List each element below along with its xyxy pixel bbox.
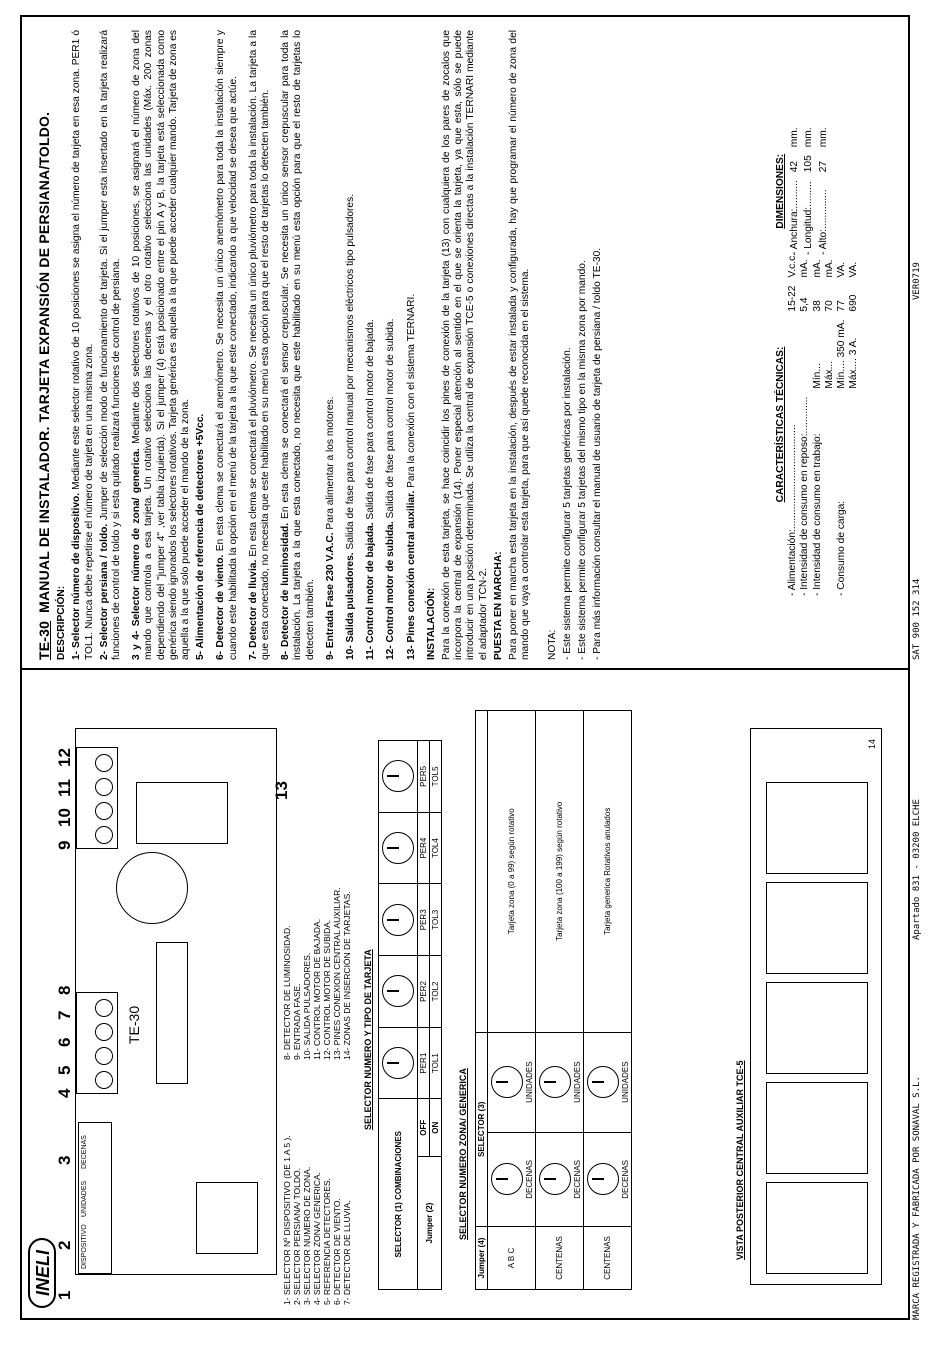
note-item: - Para más información consultar el manual de usuario de tarjeta de persiana / toldo TE-30. — [592, 247, 604, 660]
spec-row — [799, 249, 811, 600]
spec-sub: Máx... — [823, 360, 835, 389]
item-heading: 3 y 4- Selector número de zona/ generica. — [131, 448, 143, 660]
spec-label — [824, 393, 836, 600]
item-text: En esta clema se conectará el anemómetro. Se necesita un único anemómetro para toda la instalación siempre y cuando este habilitada la opción en el menú de la tarjeta a la que este conectado, indicando a que velocidad se desea que actúe. — [215, 30, 239, 660]
zone-desc: Tarjeta zona (100 a 199) según rotativo — [536, 711, 584, 1033]
pin-number: 2 — [55, 1240, 74, 1250]
pin-number: 1 — [55, 1290, 74, 1300]
dial-cell — [379, 956, 418, 1028]
spec-unit: VA. — [836, 261, 848, 278]
desc-item — [215, 30, 239, 660]
rotary-dial-icon — [587, 1163, 619, 1195]
terminal-block-detectors — [76, 992, 118, 1094]
dim-row — [803, 124, 815, 258]
dim-row — [818, 124, 830, 258]
relay-icon — [136, 782, 228, 844]
aux-pointer-label: 14 — [867, 738, 877, 749]
column-divider — [20, 668, 910, 670]
screw-icon — [95, 999, 113, 1017]
zone-desc: Tarjeta zona (0 a 99) según rotativo — [488, 711, 536, 1033]
selector-label: UNIDADES — [81, 1180, 88, 1217]
desc-item — [406, 30, 418, 660]
selector-header: SELECTOR (1) COMBINACIONES — [379, 1099, 418, 1290]
section-heading: PUESTA EN MARCHA: — [492, 551, 504, 660]
item-heading: 13- Pines conexión central auxiliar. — [405, 490, 417, 660]
screw-icon — [95, 1071, 113, 1089]
spec-value: 15-22 — [787, 285, 799, 312]
title-text: MANUAL DE INSTALADOR. TARJETA EXPANSIÓN DE PERSIANA/TOLDO. — [36, 111, 52, 613]
screw-icon — [95, 1023, 113, 1041]
item-heading: 2- Selector persiana / toldo. — [98, 523, 110, 660]
zone-left-label: DECENAS — [573, 1160, 582, 1199]
dial-cell — [379, 741, 418, 813]
screw-icon — [95, 1047, 113, 1065]
per-cell: PER5 — [418, 741, 430, 813]
spec-value: 38 — [811, 300, 823, 312]
pin-number: 13 — [272, 781, 291, 800]
section-text: Para la conexión de esta tarjeta, se hace coincidir los pines de conexión de la tarjeta (13) con cualquiera de los pares de zocalos que incorpora la central de expansión (14). Poner especial atención al sentido en el que se orienta la tarjeta, ya que esta, sólo se puede introducir en una posición determinada. Se utiliza la central de expansión TCE-5 o conexiones directas a la instalación TERNARI mediante el adaptador TCN-2. — [441, 30, 489, 660]
spec-row — [824, 249, 836, 600]
desc-item — [280, 30, 317, 660]
dim-unit: mm. — [803, 127, 815, 148]
legend-item: 11- CONTROL MOTOR DE BAJADA. — [312, 918, 322, 1060]
specs-title: CARACTERÍSTICAS TÉCNICAS: — [775, 346, 786, 503]
item-heading: 9- Entrada Fase 230 V.A.C. — [324, 532, 336, 660]
zone-jumper: A B C — [488, 1227, 536, 1290]
screw-icon — [95, 826, 113, 844]
legend-item: 6- DETECTOR DE VIENTO. — [332, 1198, 342, 1305]
desc-item — [195, 30, 207, 660]
rotary-dial-icon — [382, 904, 414, 936]
legend-item: 7- DETECTOR DE LLUVIA. — [342, 1200, 352, 1305]
pin-number: 9 — [55, 840, 74, 850]
spec-label: - Intensidad de consumo en reposo:............. — [799, 396, 811, 596]
pin-number: 8 — [55, 985, 74, 995]
rotary-dial-icon — [491, 1066, 523, 1098]
dim-label: - Alto:.............. — [817, 189, 829, 255]
legend-item: 1- SELECTOR Nº DISPOSITIVO (DE 1 A 5 ). — [282, 1135, 292, 1305]
board-label: TE-30 — [126, 1005, 142, 1044]
legend-item: 4- SELECTOR ZONA/ GENERICA. — [312, 1171, 322, 1305]
note-item: - Este sistema permite configurar 5 tarjetas del mismo tipo en la misma zona por mando. — [576, 260, 588, 660]
zone-col-jumper: Jumper (4) — [476, 1227, 488, 1290]
per-cell: PER1 — [418, 1027, 430, 1099]
pin-number: 4 — [55, 1088, 74, 1098]
rotary-dial-icon — [491, 1163, 523, 1195]
tol-cell: TOL4 — [430, 812, 442, 884]
spec-label: - Consumo de carga: — [836, 500, 848, 596]
pin-number: 10 — [55, 808, 74, 827]
technical-specs — [775, 249, 860, 600]
item-heading: 12- Control motor de subida. — [385, 521, 397, 660]
legend-list-left — [282, 1135, 352, 1305]
item-text: Salida de fase para control motor de bajada. — [365, 319, 377, 523]
tol-cell: TOL5 — [430, 741, 442, 813]
aux-title: VISTA POSTERIOR CENTRAL AUXILIAR TCE-5 — [735, 1060, 745, 1260]
spec-row — [848, 249, 860, 600]
spec-value: 690 — [848, 294, 860, 312]
item-heading: 6- Detector de viento. — [215, 554, 227, 660]
zone-table — [475, 710, 632, 1290]
item-heading: 1- Selector número de dispositivo. — [71, 492, 83, 660]
selector-label: DECENAS — [81, 1135, 88, 1169]
legend-item: 14- ZONAS DE INSERCIÓN DE TARJETAS. — [342, 891, 352, 1060]
dim-value: 42 — [789, 160, 801, 173]
desc-item — [325, 30, 337, 660]
specs-table — [787, 249, 860, 600]
ic-chip — [156, 942, 188, 1084]
selector-table-title: SELECTOR NUMERO Y TIPO DE TARJETA — [363, 949, 373, 1130]
dim-unit: mm. — [817, 127, 829, 148]
dial-cell — [379, 884, 418, 956]
rotary-dial-icon — [382, 1047, 414, 1079]
per-cell: PER3 — [418, 884, 430, 956]
spec-label — [848, 393, 860, 600]
model-code: TE-30 — [36, 620, 52, 660]
dial-cell — [379, 812, 418, 884]
spec-value: 70 — [823, 300, 835, 312]
item-text: En esta clema se conectará el sensor crepuscular. Se necesita un único sensor crepuscular para toda la instalación. La tarjeta a la que esta conectado, no necesita que este habilitado en su menú esta opción para que el resto de tarjetas lo detecten también. — [280, 30, 316, 660]
pin-number: 5 — [55, 1065, 74, 1075]
legend-item: 12- CONTROL MOTOR DE SUBIDA. — [322, 919, 332, 1060]
zone-left-label: DECENAS — [621, 1160, 630, 1199]
item-text: Salida de fase para control manual por mecanismos eléctricos tipo pulsadores. — [345, 193, 357, 553]
zone-right-label: UNIDADES — [525, 1061, 534, 1103]
per-cell: PER4 — [418, 812, 430, 884]
pin-number: 7 — [55, 1010, 74, 1020]
page-title — [38, 30, 50, 660]
spec-label: - Intensidad de consumo en trabajo: — [811, 433, 823, 596]
legend-item: 3- SELECTOR NUMERO DE ZONA. — [302, 1166, 312, 1305]
spec-value: 5,4 — [799, 297, 811, 312]
item-text: Mediante dos selectores rotativos de 10 posiciones, se asignará el número de zona del mando que controla a esa tarjeta. Un rotativo selecciona las decenas y el otro rotativo selecciona las unidades (Máx. 200 zonas dependiendo del "jumper 4" ,ver tabla izquierda). Si el jumper (4) está posicionado entre el pin A y B, la tarjeta está seleccionada como genérica siendo ignorados los selectores rotativos. Tarjeta genérica es aquella a la que puede acceder cualquier mando. Tarjeta de zona es aquella a la que solo puede acceder el mando de la zona. — [131, 30, 192, 660]
aux-board-drawing — [750, 728, 882, 1285]
tol-cell: TOL3 — [430, 884, 442, 956]
dim-value: 27 — [817, 160, 829, 173]
transformer-icon — [116, 852, 188, 924]
zone-col-desc — [476, 711, 488, 1033]
item-text: Para la conexión con el sistema TERNARI. — [405, 293, 417, 491]
note-heading: NOTA: — [546, 629, 558, 660]
desc-item — [248, 30, 272, 660]
spec-sub: Mín.... 350 mA. — [836, 319, 848, 389]
desc-item — [365, 30, 377, 660]
item-text: Jumper de selección modo de funcionamiento de tarjeta. Si el jumper esta insertado en la tarjeta realizará funciones de control de toldo y si esta quitado realizará funciones de control de persiana. — [98, 30, 123, 660]
terminal-block-motor — [76, 747, 118, 849]
dim-value: 105 — [803, 155, 815, 173]
rotary-dial-icon — [587, 1066, 619, 1098]
rotary-dial-icon — [539, 1163, 571, 1195]
item-heading: 11- Control motor de bajada. — [365, 522, 377, 660]
spec-row — [787, 249, 799, 600]
spec-value: 77 — [836, 300, 848, 312]
spec-unit: mA. — [823, 259, 835, 278]
off-label: OFF — [418, 1099, 430, 1157]
item-heading: 5- Alimentación de referencia de detectores +5Vcc. — [195, 413, 207, 660]
zone-col-selector: SELECTOR (3) — [476, 1032, 488, 1226]
section-text: Para poner en marcha esta tarjeta en la instalación, después de estar instalada y configurada, hay que programar el número de zona del mando que vaya a controlar esta tarjeta, para que así quede reconocida en el sistema. — [508, 30, 532, 660]
legend-item: 10- SALIDA PULSADORES. — [302, 952, 312, 1060]
spec-unit: VA. — [848, 261, 860, 278]
card-slot — [766, 1082, 868, 1174]
circuit-board — [75, 728, 277, 1275]
legend-item: 2- SELECTOR PERSIANA/ TOLDO. — [292, 1168, 302, 1305]
zone-jumper: CENTENAS — [584, 1227, 632, 1290]
zone-right-label: UNIDADES — [621, 1061, 630, 1103]
legend-item: 8- DETECTOR DE LUMINOSIDAD. — [282, 925, 292, 1060]
pin-number: 6 — [55, 1037, 74, 1047]
zone-desc: Tarjeta generica Rotativos anulados — [584, 711, 632, 1033]
zone-unidades — [536, 1032, 584, 1132]
zone-decenas — [488, 1132, 536, 1226]
zone-unidades — [488, 1032, 536, 1132]
dial-cell — [379, 1027, 418, 1099]
dim-label: - Anchura:.......... — [789, 180, 801, 255]
card-slot — [766, 1182, 868, 1274]
tol-cell: TOL1 — [430, 1027, 442, 1099]
selector-label: DISPOSITIVO — [81, 1224, 88, 1269]
zone-decenas — [584, 1132, 632, 1226]
spec-sub: Máx.... 3 A. — [848, 337, 860, 389]
note-item: - Este sistema permite configurar 5 tarjetas genéricas por instalación. — [561, 347, 573, 660]
desc-item — [131, 30, 192, 660]
desc-item — [71, 30, 95, 660]
rotary-dial-icon — [539, 1066, 571, 1098]
section-heading: INSTALACIÓN: — [425, 587, 437, 660]
card-slot — [766, 982, 868, 1074]
desc-item — [385, 30, 397, 660]
dim-label: - Longitud:......... — [803, 181, 815, 255]
footer-manufacturer: MARCA REGISTRADA Y FABRICADA POR SONAVAL S.L. — [912, 1076, 922, 1320]
dim-unit: mm. — [789, 127, 801, 148]
zone-table-title: SELECTOR NUMERO ZONA/ GENERICA — [458, 1068, 468, 1240]
manual-text — [30, 30, 607, 660]
screw-icon — [95, 802, 113, 820]
legend-item: 5- REFERENCIA DETECTORES. — [322, 1178, 332, 1305]
item-text: Para alimentar a los motores. — [324, 396, 336, 533]
capacitor-group — [196, 1182, 258, 1254]
per-cell: PER2 — [418, 956, 430, 1028]
card-slot — [766, 882, 868, 974]
spec-sub: Mín... — [811, 363, 823, 389]
item-text: Salida de fase para control motor de subida. — [385, 318, 397, 522]
spec-label: - Alimentación:..................................... — [787, 424, 799, 596]
brand-logo: INELI — [28, 1238, 56, 1308]
item-text: En esta clema se conectará el pluviómetro. Se necesita un único pluviómetro para toda la instalación. La tarjeta a la que esta conectado, no necesita que este habilitado en su menú esta opción para que el resto de tarjetas lo detecten también. — [247, 30, 272, 660]
desc-item — [99, 30, 123, 660]
zone-decenas — [536, 1132, 584, 1226]
dim-row — [789, 124, 801, 258]
footer-sat: SAT 900 152 314 — [912, 578, 922, 660]
spec-row — [836, 249, 848, 600]
zone-right-label: UNIDADES — [573, 1061, 582, 1103]
legend-item: 13- PINES CONEXION CENTRAL AUXILIAR. — [332, 887, 342, 1060]
card-slot — [766, 782, 868, 874]
zone-jumper: CENTENAS — [536, 1227, 584, 1290]
desc-item — [345, 30, 357, 660]
footer-version: VER0719 — [912, 262, 922, 300]
legend-item: 9- ENTRADA FASE. — [292, 983, 302, 1060]
legend-list-right — [282, 887, 352, 1060]
selector-table — [378, 740, 442, 1290]
screw-icon — [95, 754, 113, 772]
spec-unit: V.c.c. — [787, 252, 799, 278]
pin-number: 12 — [55, 748, 74, 767]
item-text: Mediante este selector rotativo de 10 posiciones se asigna el número de tarjeta en esa zona. PER1 ó TOL1. Nunca debe repetirse el número de tarjeta en una misma zona. — [71, 30, 95, 660]
spec-unit: mA. — [811, 259, 823, 278]
dims-title: DIMENSIONES: — [775, 153, 786, 229]
zone-unidades — [584, 1032, 632, 1132]
rotary-dial-icon — [382, 975, 414, 1007]
jumper-label: Jumper (2) — [418, 1157, 442, 1290]
footer-address: Apartado 831 - 03200 ELCHE — [912, 799, 922, 940]
on-label: ON — [430, 1099, 442, 1157]
pin-number: 3 — [55, 1155, 74, 1165]
item-heading: 8- Detector de luminosidad. — [280, 522, 292, 660]
spec-sub — [799, 316, 811, 393]
spec-sub — [787, 316, 799, 393]
spec-row — [812, 249, 824, 600]
item-heading: 7- Detector de lluvia. — [247, 559, 259, 660]
rotary-dial-icon — [382, 832, 414, 864]
tol-cell: TOL2 — [430, 956, 442, 1028]
rotary-dial-icon — [382, 760, 414, 792]
dims-table — [787, 122, 832, 260]
screw-icon — [95, 778, 113, 796]
pin-number: 11 — [55, 779, 74, 797]
item-heading: 10- Salida pulsadores. — [345, 552, 357, 660]
zone-left-label: DECENAS — [525, 1160, 534, 1199]
section-heading: DESCRIPCIÓN: — [56, 585, 68, 660]
selector-block — [78, 1122, 112, 1274]
spec-unit: mA. — [799, 259, 811, 278]
dimensions — [775, 122, 832, 260]
